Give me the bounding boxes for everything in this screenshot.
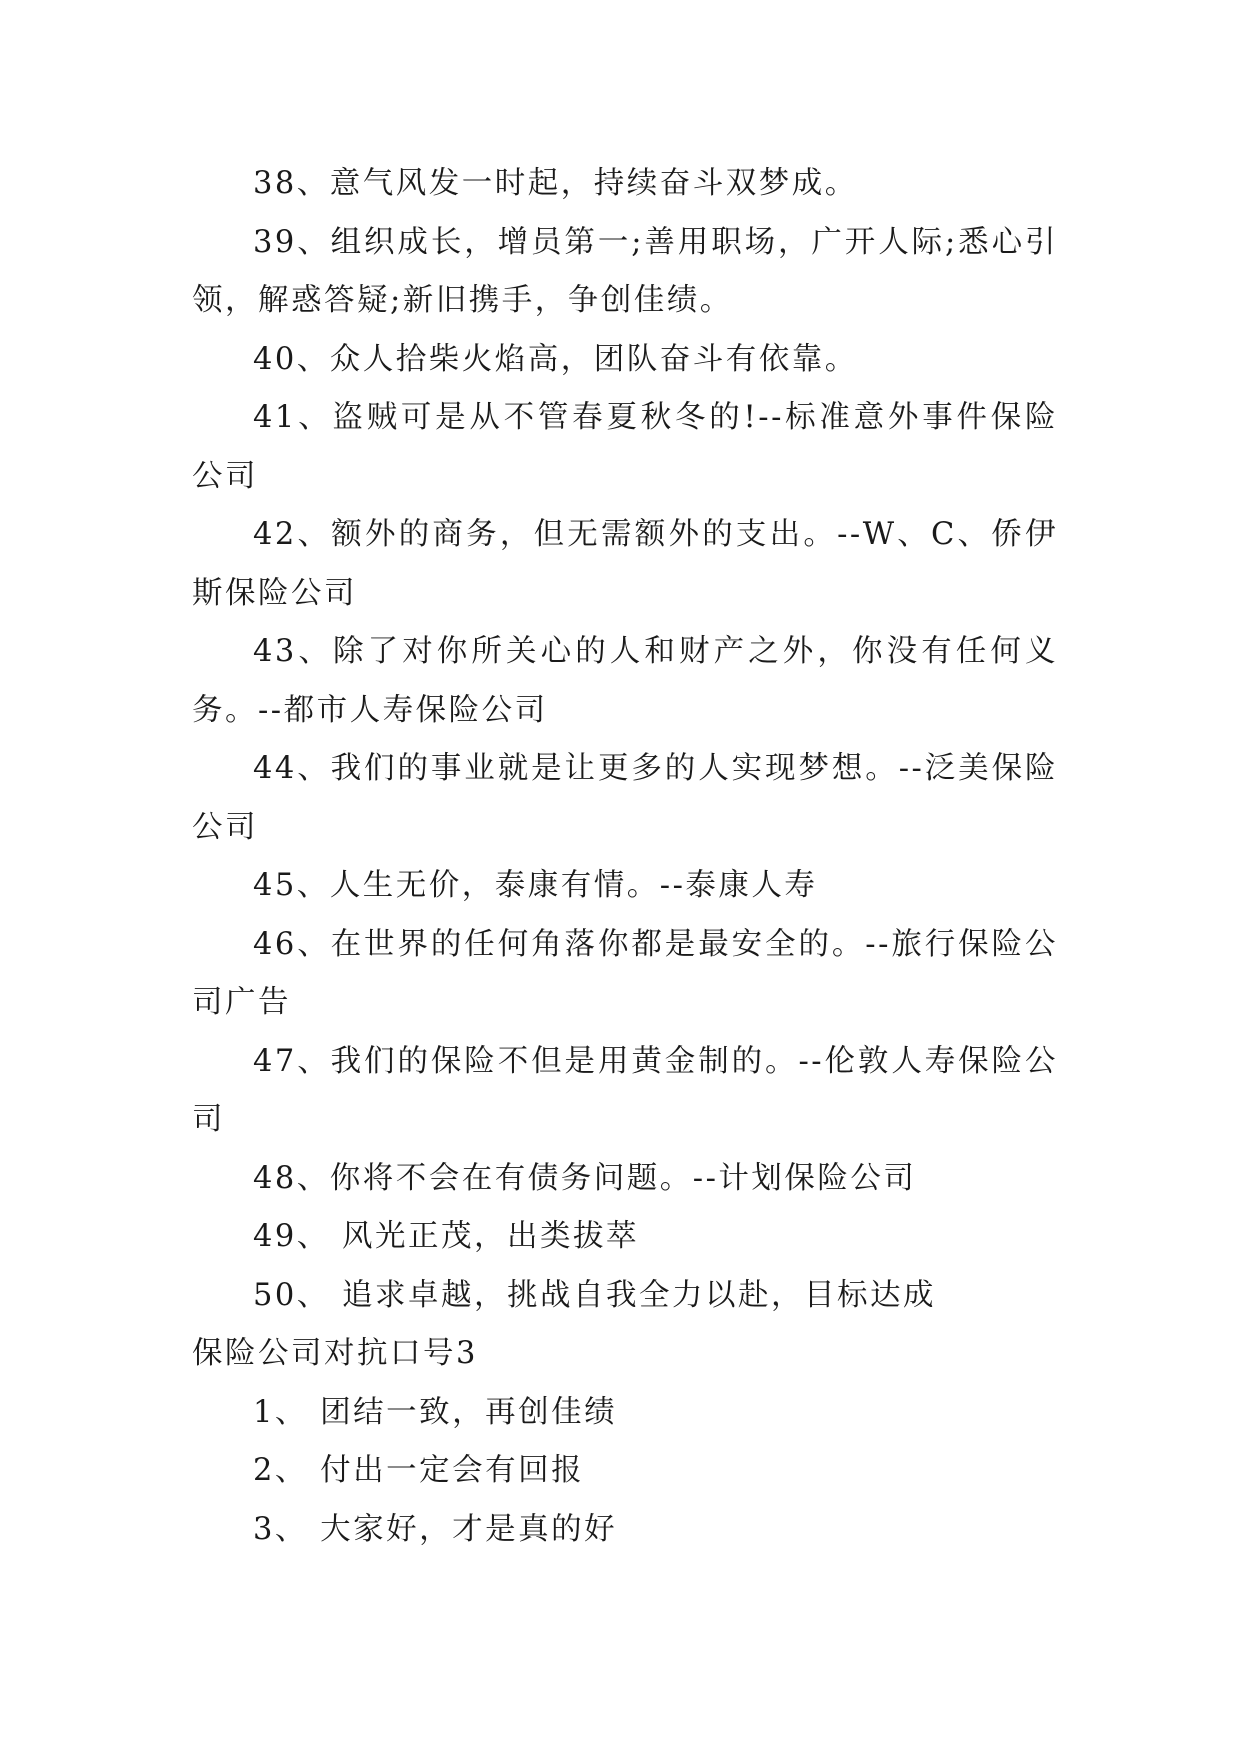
paragraph-49: 49、 风光正茂，出类拔萃 bbox=[253, 1219, 640, 1254]
slogan-item-2: 2、 付出一定会有回报 bbox=[253, 1453, 585, 1488]
document-page bbox=[192, 155, 1058, 1559]
paragraph-45: 45、人生无价，泰康有情。--泰康人寿 bbox=[253, 868, 818, 903]
paragraph-50: 50、 追求卓越，挑战自我全力以赴，目标达成 bbox=[253, 1277, 937, 1313]
section-heading: 保险公司对抗口号3 bbox=[192, 1336, 478, 1371]
paragraph-47: 47、我们的保险不但是用黄金制的。--伦敦人寿保险公司 bbox=[192, 1043, 1058, 1137]
slogan-item-3: 3、 大家好，才是真的好 bbox=[253, 1511, 618, 1547]
paragraph-43: 43、除了对你所关心的人和财产之外，你没有任何义务。--都市人寿保险公司 bbox=[192, 634, 1058, 728]
paragraph-38: 38、意气风发一时起，持续奋斗双梦成。 bbox=[253, 166, 858, 201]
paragraph-46: 46、在世界的任何角落你都是最安全的。--旅行保险公司广告 bbox=[192, 926, 1058, 1020]
paragraph-44: 44、我们的事业就是让更多的人实现梦想。--泛美保险公司 bbox=[192, 751, 1058, 845]
paragraph-42: 42、额外的商务，但无需额外的支出。--W、C、侨伊斯保险公司 bbox=[192, 517, 1058, 611]
paragraph-40: 40、众人拾柴火焰高，团队奋斗有依靠。 bbox=[253, 341, 858, 377]
paragraph-39: 39、组织成长，增员第一;善用职场，广开人际;悉心引领，解惑答疑;新旧携手，争创佳绩。 bbox=[192, 224, 1058, 318]
paragraph-41: 41、盗贼可是从不管春夏秋冬的!--标准意外事件保险公司 bbox=[192, 400, 1058, 494]
paragraph-48: 48、你将不会在有债务问题。--计划保险公司 bbox=[253, 1160, 917, 1196]
slogan-item-1: 1、 团结一致，再创佳绩 bbox=[253, 1394, 618, 1430]
